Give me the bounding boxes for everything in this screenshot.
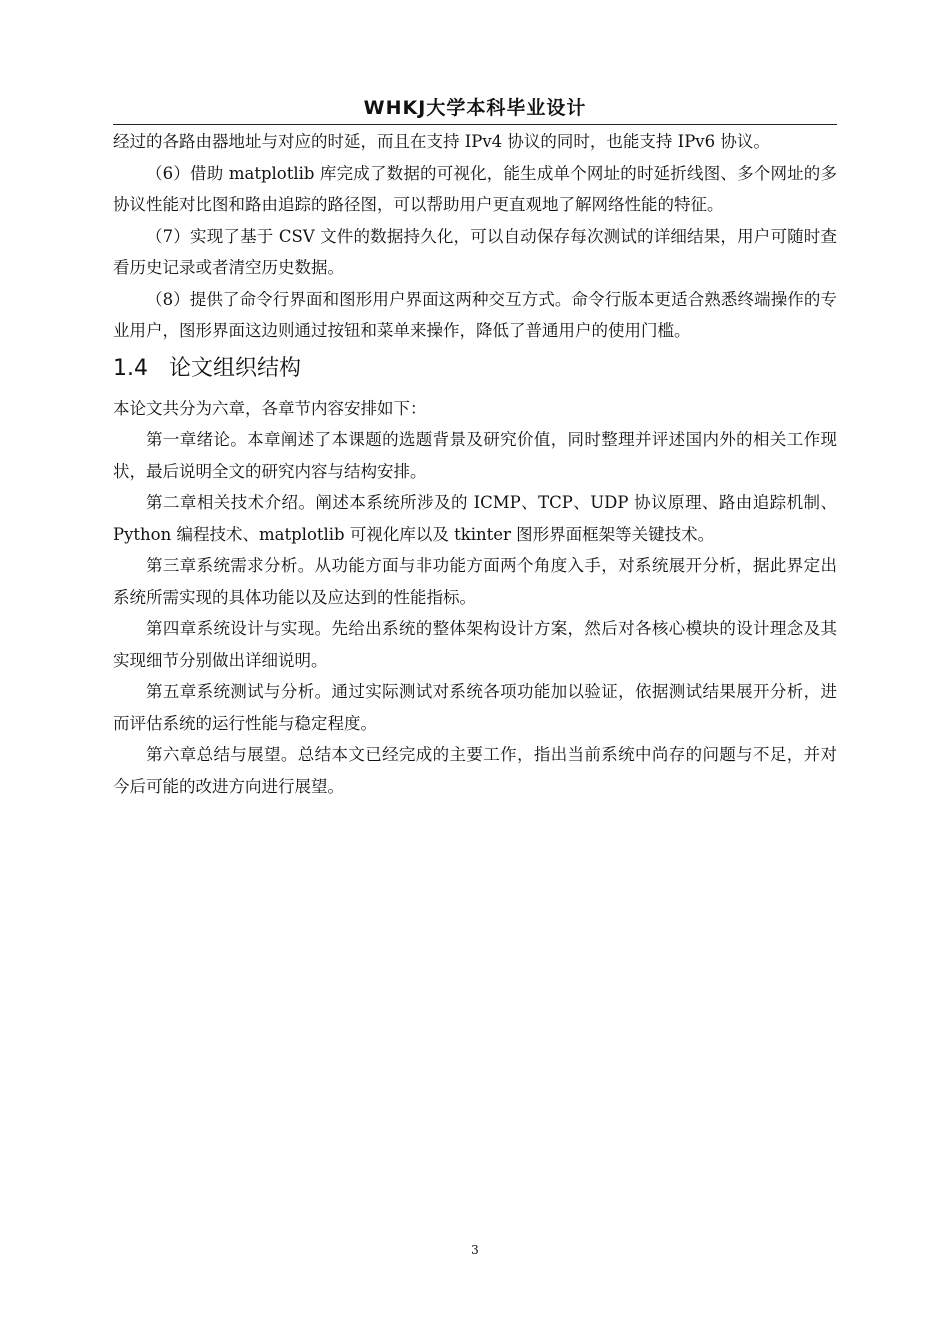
chapter-summary-1: 第一章绪论。本章阐述了本课题的选题背景及研究价值，同时整理并评述国内外的相关工作现状，最后说明全文的研究内容与结构安排。: [113, 430, 837, 481]
paragraph-item-7: （7）实现了基于 CSV 文件的数据持久化，可以自动保存每次测试的详细结果，用户可随时查看历史记录或者清空历史数据。: [113, 226, 837, 277]
paragraph-item-8: （8）提供了命令行界面和图形用户界面这两种交互方式。命令行版本更适合熟悉终端操作的专业用户，图形界面这边则通过按钮和菜单来操作，降低了普通用户的使用门槛。: [113, 289, 837, 340]
chapter-summary-3: 第三章系统需求分析。从功能方面与非功能方面两个角度入手，对系统展开分析，据此界定出系统所需实现的具体功能以及应达到的性能指标。: [113, 556, 837, 607]
page-body: [113, 126, 837, 802]
chapter-summary-4: 第四章系统设计与实现。先给出系统的整体架构设计方案，然后对各核心模块的设计理念及其实现细节分别做出详细说明。: [113, 619, 837, 670]
page-header-title: WHKJ大学本科毕业设计: [363, 97, 587, 119]
page-number: 3: [471, 1243, 479, 1257]
header-rule: [113, 124, 837, 125]
section-intro: 本论文共分为六章，各章节内容安排如下：: [113, 398, 427, 418]
chapter-summary-2: 第二章相关技术介绍。阐述本系统所涉及的 ICMP、TCP、UDP 协议原理、路由追踪机制、Python 编程技术、matplotlib 可视化库以及 tkinter 图形界面框架等关键技术。: [113, 493, 837, 544]
paragraph-continued: 经过的各路由器地址与对应的时延，而且在支持 IPv4 协议的同时，也能支持 IPv6 协议。: [113, 132, 770, 151]
section-title: 论文组织结构: [169, 355, 302, 381]
chapter-summary-5: 第五章系统测试与分析。通过实际测试对系统各项功能加以验证，依据测试结果展开分析，进而评估系统的运行性能与稳定程度。: [113, 682, 837, 733]
chapter-summary-6: 第六章总结与展望。总结本文已经完成的主要工作，指出当前系统中尚存的问题与不足，并对今后可能的改进方向进行展望。: [113, 745, 837, 796]
paragraph-item-6: （6）借助 matplotlib 库完成了数据的可视化，能生成单个网址的时延折线图、多个网址的多协议性能对比图和路由追踪的路径图，可以帮助用户更直观地了解网络性能的特征。: [113, 163, 837, 214]
section-heading: [113, 354, 837, 384]
section-number: 1.4: [113, 355, 148, 381]
